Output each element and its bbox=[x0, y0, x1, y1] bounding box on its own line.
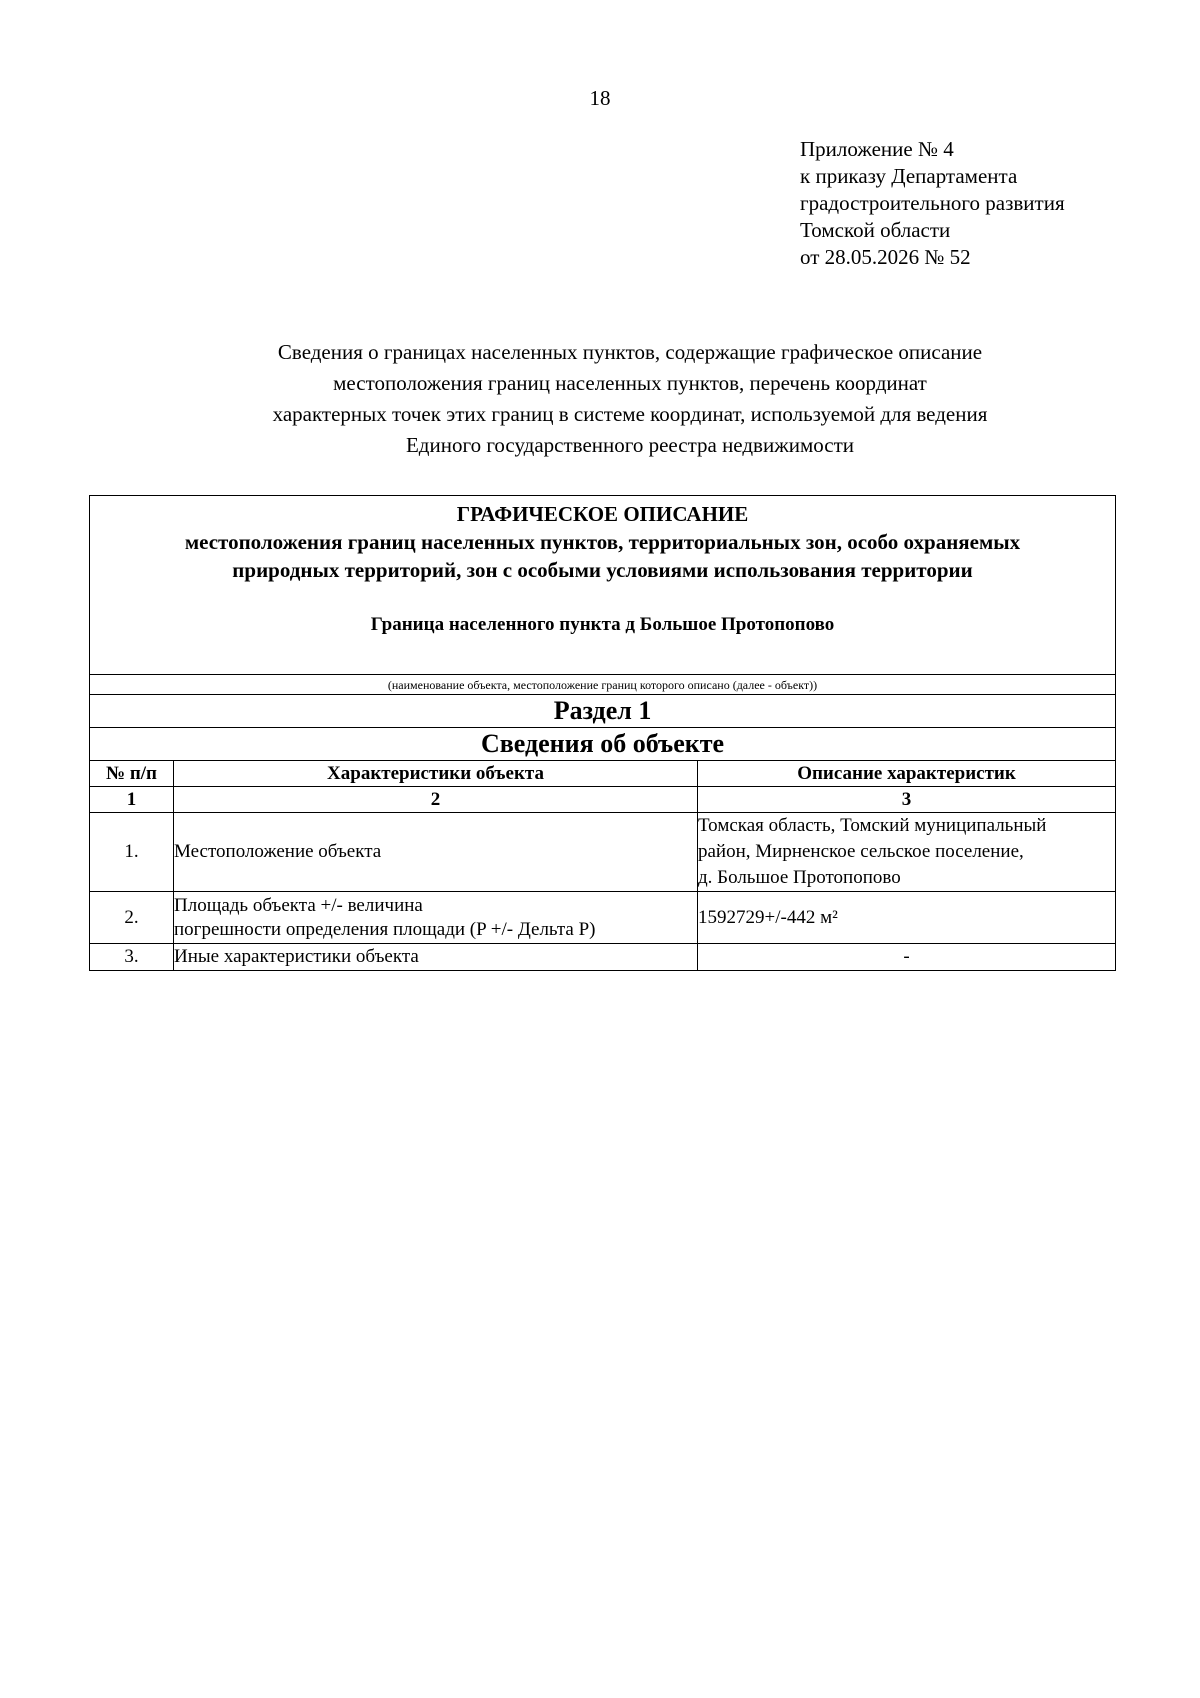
graphic-description-form bbox=[89, 495, 1116, 971]
row-characteristic bbox=[174, 813, 698, 892]
row-description-line: район, Мирненское сельское поселение, bbox=[698, 841, 1024, 862]
section-title: Сведения об объекте bbox=[90, 728, 1116, 761]
row-number: 1. bbox=[90, 813, 174, 892]
table-row bbox=[90, 892, 1116, 944]
row-characteristic-line: Местоположение объекта bbox=[174, 841, 382, 862]
column-number: 3 bbox=[698, 787, 1116, 813]
column-header: Описание характеристик bbox=[698, 761, 1116, 787]
appendix-line: Томской области bbox=[800, 218, 951, 242]
row-characteristic bbox=[174, 892, 698, 944]
row-description-line: 1592729+/-442 м² bbox=[698, 906, 838, 928]
form-heading: ГРАФИЧЕСКОЕ ОПИСАНИЕ bbox=[456, 502, 749, 526]
row-description bbox=[698, 813, 1116, 892]
row-description bbox=[698, 892, 1116, 944]
table-row bbox=[90, 813, 1116, 892]
column-number: 1 bbox=[90, 787, 174, 813]
object-name: Граница населенного пункта д Большое Протопопово bbox=[370, 614, 835, 635]
document-title-line: Единого государственного реестра недвижимости bbox=[405, 433, 854, 457]
row-description-line: д. Большое Протопопово bbox=[698, 867, 901, 888]
document-title-line: характерных точек этих границ в системе координат, используемой для ведения bbox=[272, 402, 988, 426]
document-title bbox=[0, 337, 1200, 461]
appendix-line: градостроительного развития bbox=[800, 191, 1065, 215]
row-characteristic bbox=[174, 944, 698, 971]
table-row bbox=[90, 944, 1116, 971]
form-subheading-line: местоположения границ населенных пунктов, территориальных зон, особо охраняемых bbox=[184, 530, 1021, 554]
appendix-line: к приказу Департамента bbox=[800, 164, 1018, 188]
form-subheading-line: природных территорий, зон с особыми условиями использования территории bbox=[232, 558, 973, 582]
column-header: № п/п bbox=[90, 761, 174, 787]
row-characteristic-line: Иные характеристики объекта bbox=[174, 946, 419, 967]
row-description bbox=[698, 944, 1116, 971]
appendix-line: от 28.05.2026 № 52 bbox=[800, 245, 971, 269]
page-number: 18 bbox=[589, 86, 611, 110]
row-characteristic-line: погрешности определения площади (P +/- Дельта P) bbox=[174, 918, 596, 940]
column-header-row bbox=[90, 761, 1116, 787]
object-caption: (наименование объекта, местоположение границ которого описано (далее - объект)) bbox=[90, 675, 1116, 695]
section-number: Раздел 1 bbox=[90, 695, 1116, 728]
document-title-line: местоположения границ населенных пунктов, перечень координат bbox=[333, 371, 927, 395]
row-number: 2. bbox=[90, 892, 174, 944]
row-description-line: Томская область, Томский муниципальный bbox=[698, 815, 1047, 836]
row-characteristic-line: Площадь объекта +/- величина bbox=[174, 894, 423, 916]
appendix-line: Приложение № 4 bbox=[800, 137, 954, 161]
row-description-line: - bbox=[903, 946, 910, 967]
document-title-line: Сведения о границах населенных пунктов, содержащие графическое описание bbox=[277, 340, 983, 364]
appendix-block bbox=[800, 136, 1065, 271]
column-number: 2 bbox=[174, 787, 698, 813]
column-number-row bbox=[90, 787, 1116, 813]
form-header bbox=[90, 496, 1116, 675]
column-header: Характеристики объекта bbox=[174, 761, 698, 787]
row-number: 3. bbox=[90, 944, 174, 971]
